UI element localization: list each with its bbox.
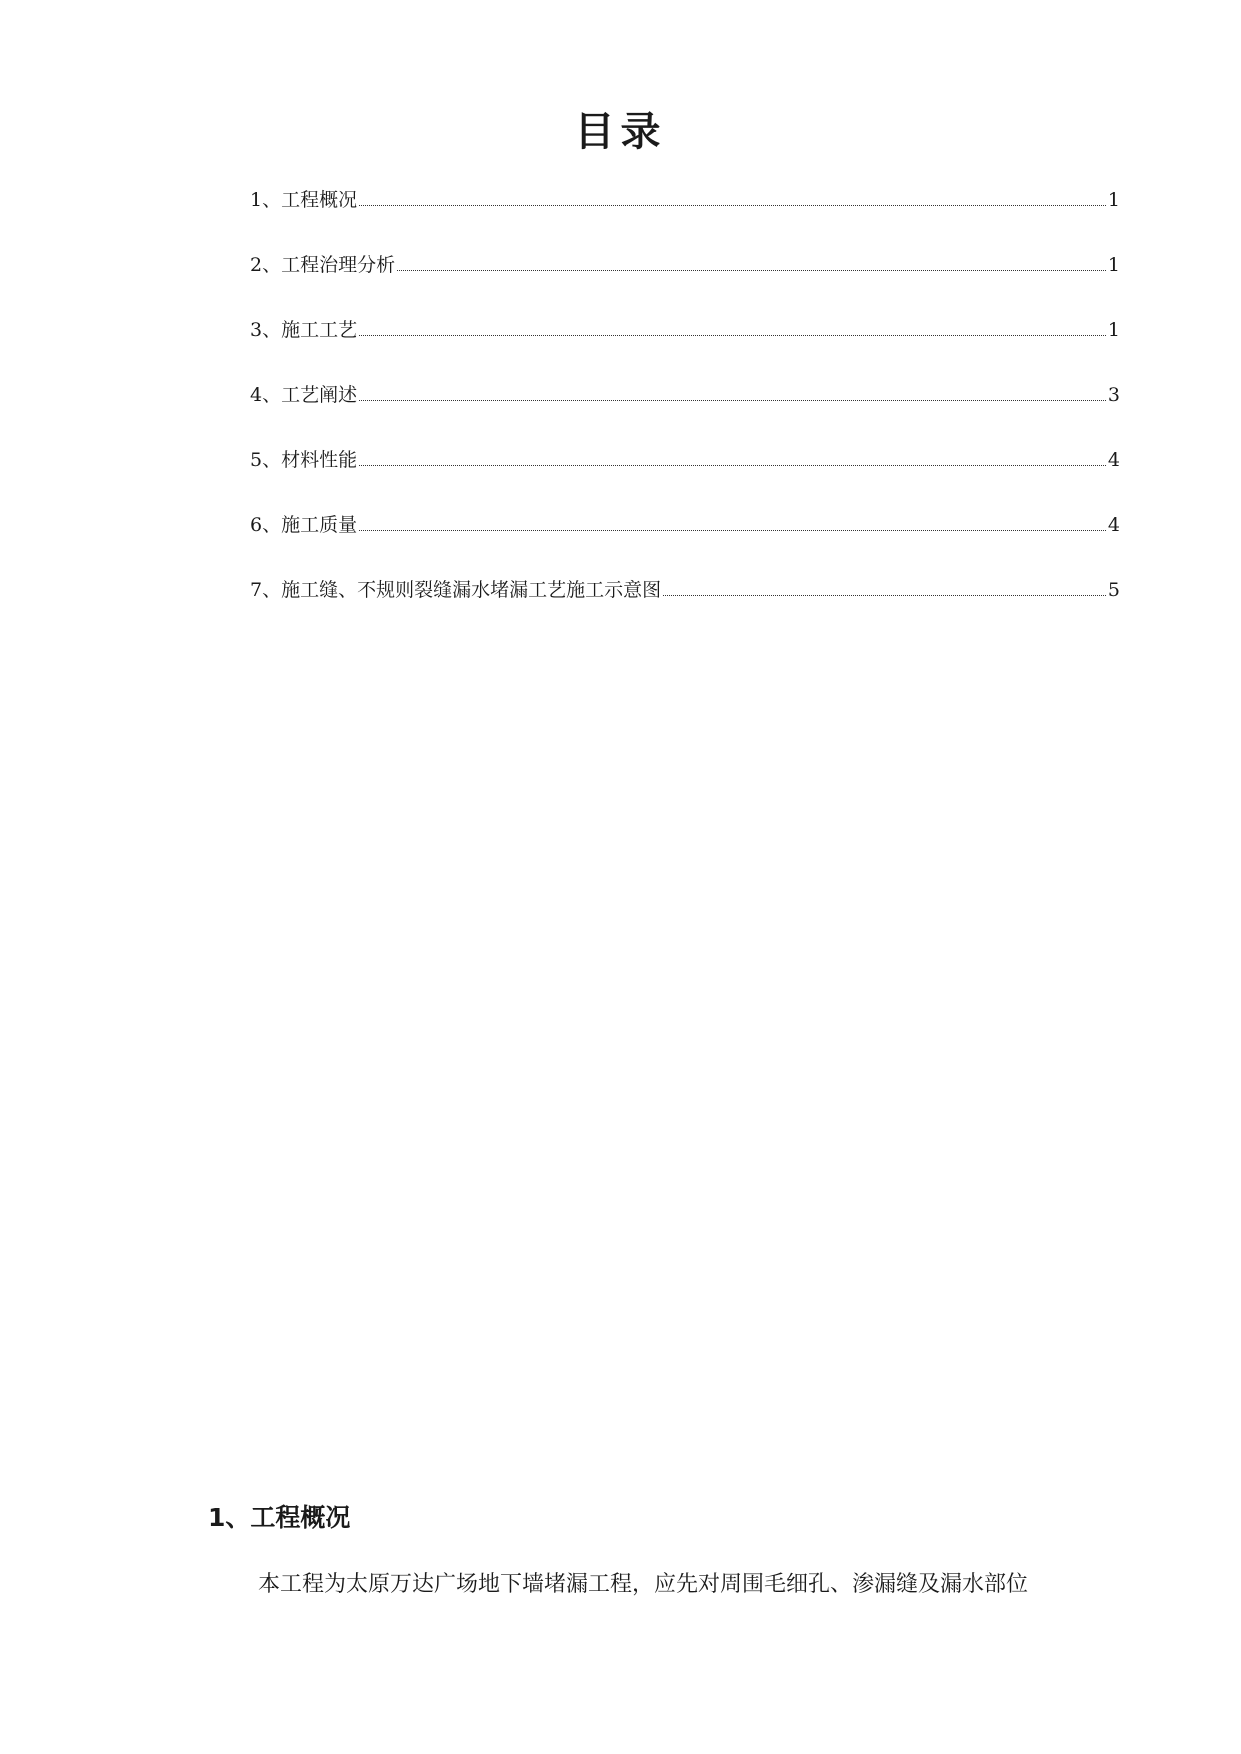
toc-entry-number: 1、 xyxy=(250,189,282,211)
toc-entry-number: 5、 xyxy=(250,449,282,471)
toc-entry-number: 3、 xyxy=(250,319,282,341)
toc-entry-title: 材料性能 xyxy=(281,449,358,471)
toc-dot-leader xyxy=(359,204,1106,206)
toc-dot-leader xyxy=(359,464,1106,466)
toc-entry-page: 1 xyxy=(1107,189,1120,211)
toc-entry-title: 施工工艺 xyxy=(281,319,358,341)
toc-entry-page: 1 xyxy=(1107,254,1120,276)
toc-dot-leader xyxy=(397,269,1106,271)
toc-dot-leader xyxy=(359,399,1106,401)
toc-dot-leader xyxy=(663,594,1106,596)
toc-entry-number: 7、 xyxy=(250,579,282,601)
toc-entry[interactable] xyxy=(250,578,1120,643)
toc-entry-page: 1 xyxy=(1107,319,1120,341)
toc-dot-leader xyxy=(359,529,1106,531)
toc-entry-page: 4 xyxy=(1107,449,1120,471)
toc-entry[interactable] xyxy=(250,188,1120,253)
toc-entry[interactable] xyxy=(250,448,1120,513)
toc-entry[interactable] xyxy=(250,253,1120,318)
toc-entry-title: 施工缝、不规则裂缝漏水堵漏工艺施工示意图 xyxy=(281,579,662,601)
toc-entry[interactable] xyxy=(250,383,1120,448)
toc-entry[interactable] xyxy=(250,513,1120,578)
toc-entry-page: 4 xyxy=(1107,514,1120,536)
toc-entry-page: 5 xyxy=(1107,579,1120,601)
toc-entry-title: 工程概况 xyxy=(281,189,358,211)
toc-entry-title: 工程治理分析 xyxy=(281,254,396,276)
toc-dot-leader xyxy=(359,334,1106,336)
toc-entry-page: 3 xyxy=(1107,384,1120,406)
toc-entry-title: 工艺阐述 xyxy=(281,384,358,406)
toc-title: 目录 xyxy=(574,108,667,155)
toc-entry-number: 4、 xyxy=(250,384,282,406)
toc-entry-number: 6、 xyxy=(250,514,282,536)
toc-entry[interactable] xyxy=(250,318,1120,383)
table-of-contents xyxy=(250,188,1120,643)
body-paragraph: 本工程为太原万达广场地下墙堵漏工程，应先对周围毛细孔、渗漏缝及漏水部位 xyxy=(258,1572,1029,1597)
toc-entry-title: 施工质量 xyxy=(281,514,358,536)
section-heading: 1、工程概况 xyxy=(208,1503,351,1532)
toc-entry-number: 2、 xyxy=(250,254,282,276)
